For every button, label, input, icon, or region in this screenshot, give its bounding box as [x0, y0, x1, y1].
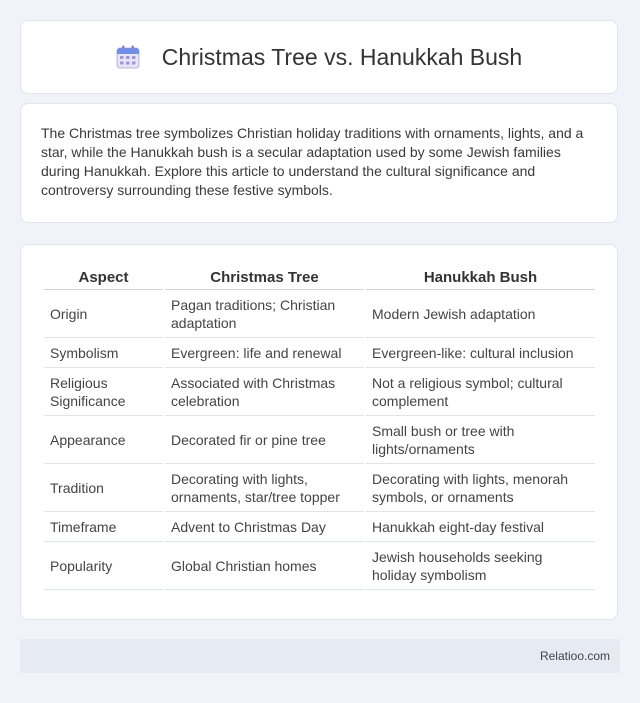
intro-text: The Christmas tree symbolizes Christian holiday traditions with ornaments, lights, and a star, while the Hanukkah bush is a secular adaptation used by some Jewish families during Hanukkah. Explore this article to understand the cultural significance and controversy surrounding these festive symbols.: [41, 125, 584, 198]
intro-card: [20, 103, 618, 223]
footer-brand: Relatioo.com: [539, 649, 610, 663]
cell-christmas-tree: Global Christian homes: [165, 542, 364, 590]
cell-hanukkah-bush: Evergreen-like: cultural inclusion: [366, 338, 595, 368]
cell-hanukkah-bush: Hanukkah eight-day festival: [366, 512, 595, 542]
page-title: Christmas Tree vs. Hanukkah Bush: [161, 43, 523, 70]
table-header-row: [44, 265, 595, 290]
cell-christmas-tree: Advent to Christmas Day: [165, 512, 364, 542]
table-row: [44, 464, 595, 512]
table-row: [44, 512, 595, 542]
cell-aspect: Appearance: [44, 416, 163, 464]
cell-hanukkah-bush: Small bush or tree with lights/ornaments: [366, 416, 595, 464]
cell-christmas-tree: Decorating with lights, ornaments, star/tree topper: [165, 464, 364, 512]
cell-hanukkah-bush: Modern Jewish adaptation: [366, 290, 595, 338]
cell-aspect: Popularity: [44, 542, 163, 590]
cell-christmas-tree: Pagan traditions; Christian adaptation: [165, 290, 364, 338]
column-header-aspect: Aspect: [44, 265, 163, 290]
comparison-table: [42, 265, 597, 590]
cell-aspect: Timeframe: [44, 512, 163, 542]
column-header-hanukkah-bush: Hanukkah Bush: [366, 265, 595, 290]
cell-christmas-tree: Evergreen: life and renewal: [165, 338, 364, 368]
table-row: [44, 416, 595, 464]
comparison-table-card: [20, 244, 618, 620]
table-row: [44, 338, 595, 368]
cell-aspect: Symbolism: [44, 338, 163, 368]
cell-hanukkah-bush: Jewish households seeking holiday symbolism: [366, 542, 595, 590]
title-card: [20, 20, 618, 94]
table-row: [44, 542, 595, 590]
column-header-christmas-tree: Christmas Tree: [165, 265, 364, 290]
footer: [20, 639, 620, 673]
table-row: [44, 368, 595, 416]
cell-hanukkah-bush: Not a religious symbol; cultural complement: [366, 368, 595, 416]
table-row: [44, 290, 595, 338]
cell-hanukkah-bush: Decorating with lights, menorah symbols, or ornaments: [366, 464, 595, 512]
cell-christmas-tree: Decorated fir or pine tree: [165, 416, 364, 464]
cell-aspect: Origin: [44, 290, 163, 338]
cell-christmas-tree: Associated with Christmas celebration: [165, 368, 364, 416]
cell-aspect: Religious Significance: [44, 368, 163, 416]
calendar-icon: [116, 45, 140, 69]
cell-aspect: Tradition: [44, 464, 163, 512]
